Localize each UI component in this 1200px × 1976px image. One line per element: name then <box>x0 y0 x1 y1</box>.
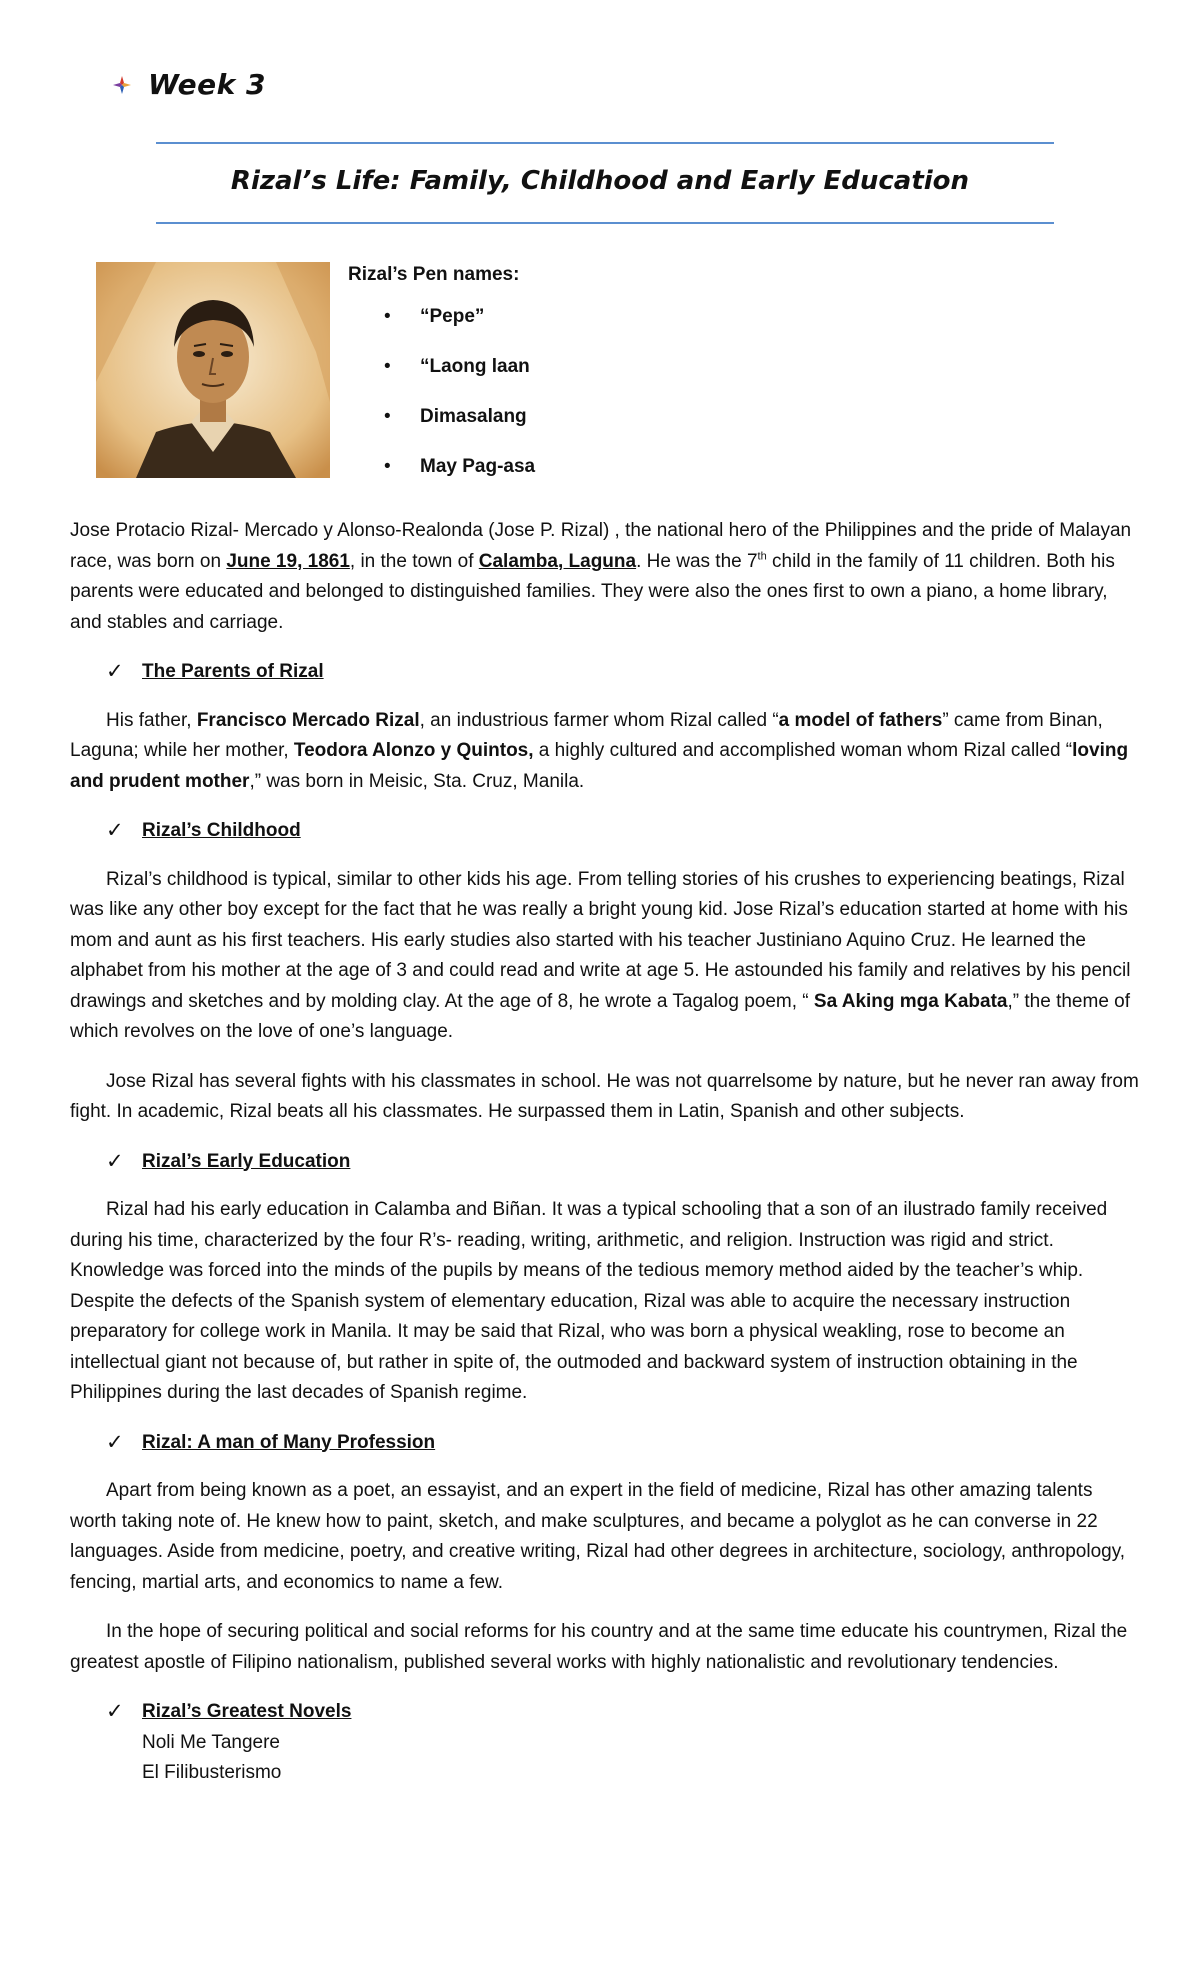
title-rule-bottom <box>156 222 1054 224</box>
pen-names-list <box>348 306 535 506</box>
profession-paragraph-2: In the hope of securing political and social reforms for his country and at the same time educate his countrymen, Rizal the greatest apostle of Filipino nationalism, published several works with highly nationalistic and revolutionary tendencies. <box>70 1621 1128 1673</box>
week-label: Week 3 <box>148 68 266 101</box>
intro-paragraph: Jose Protacio Rizal- Mercado y Alonso-Realonda (Jose P. Rizal) , the national hero of the Philippines and the pride of Malayan race, was born on June 19, 1861, in the town of Calamba, Laguna. He was the 7th child in the family of 11 children. Both his parents were educated and belonged to distinguished families. They were also the ones first to own a piano, a home library, and stables and carriage. <box>70 520 1132 633</box>
week-header <box>112 68 266 101</box>
list-item: • Dimasalang <box>384 406 527 427</box>
checkmark-icon: ✓ <box>106 1430 124 1454</box>
childhood-paragraph-2: Jose Rizal has several fights with his classmates in school. He was not quarrelsome by nature, but he never ran away from fight. In academic, Rizal beats all his classmates. He surpassed them in Latin, Spanish and other subjects. <box>70 1070 1139 1122</box>
pen-names-heading: Rizal’s Pen names: <box>348 264 520 285</box>
birth-date: June 19, 1861 <box>226 550 350 572</box>
checkmark-icon: ✓ <box>106 819 124 842</box>
list-item: • “Pepe” <box>384 306 485 327</box>
rizal-portrait-image <box>96 262 330 478</box>
pen-names-block <box>348 264 535 506</box>
checkmark-icon: ✓ <box>106 1700 124 1723</box>
novels-list <box>142 1728 1140 1789</box>
list-item: • May Pag-asa <box>384 456 536 477</box>
checkmark-icon: ✓ <box>106 660 124 683</box>
title-rule-top <box>156 142 1054 144</box>
document-body <box>70 516 1140 1789</box>
section-heading-early-education: ✓ Rizal’s Early Education <box>106 1147 1140 1178</box>
childhood-paragraph-1: Rizal’s childhood is typical, similar to other kids his age. From telling stories of his crushes to experiencing beatings, Rizal was like any other boy except for the fact that he was really a bright young kid. Jose Rizal’s education started at home with his mom and aunt as his first teachers. His early studies also started with his teacher Justiniano Aquino Cruz. He learned the alphabet from his mother at the age of 3 and could read and write at age 5. He astounded his family and relatives by his pencil drawings and sketches and by molding clay. At the age of 8, he wrote a Tagalog poem, “ Sa Aking mga Kabata,” the theme of which revolves on the love of one’s language. <box>70 868 1131 1042</box>
birth-place: Calamba, Laguna <box>478 550 637 572</box>
checkmark-icon: ✓ <box>106 1149 124 1173</box>
section-heading-childhood: ✓ Rizal’s Childhood <box>106 816 1140 847</box>
list-item: Noli Me Tangere <box>142 1731 281 1753</box>
section-heading-parents: ✓ The Parents of Rizal <box>106 657 1140 688</box>
section-heading-novels: ✓ Rizal’s Greatest Novels <box>106 1697 1140 1728</box>
list-item: • “Laong laan <box>384 356 530 377</box>
parents-paragraph: His father, Francisco Mercado Rizal, an industrious farmer whom Rizal called “a model of fathers” came from Binan, Laguna; while her mother, Teodora Alonzo y Quintos, a highly cultured and accomplished woman whom Rizal called “loving and prudent mother,” was born in Meisic, Sta. Cruz, Manila. <box>70 709 1129 792</box>
early-education-paragraph: Rizal had his early education in Calamba and Biñan. It was a typical schooling that a son of an ilustrado family received during his time, characterized by the four R’s- reading, writing, arithmetic, and religion. Instruction was rigid and strict. Knowledge was forced into the minds of the pupils by means of the tedious memory method aided by the teacher’s whip. Despite the defects of the Spanish system of elementary education, Rizal was able to acquire the necessary instruction preparatory for college work in Manila. It may be said that Rizal, who was born a physical weakling, rose to become an intellectual giant not because of, but rather in spite of, the outmoded and backward system of instruction obtaining in the Philippines during the last decades of Spanish regime. <box>70 1199 1108 1403</box>
profession-paragraph-1: Apart from being known as a poet, an essayist, and an expert in the field of medicine, Rizal has other amazing talents worth taking note of. He knew how to paint, sketch, and make sculptures, and became a polyglot as he can converse in 22 languages. Aside from medicine, poetry, and creative writing, Rizal had other degrees in architecture, sociology, anthropology, fencing, martial arts, and economics to name a few. <box>70 1480 1126 1593</box>
section-heading-profession: ✓ Rizal: A man of Many Profession <box>106 1428 1140 1459</box>
four-point-star-icon <box>112 75 132 95</box>
list-item: El Filibusterismo <box>142 1762 282 1783</box>
page-title: Rizal’s Life: Family, Childhood and Early Education <box>230 166 970 196</box>
